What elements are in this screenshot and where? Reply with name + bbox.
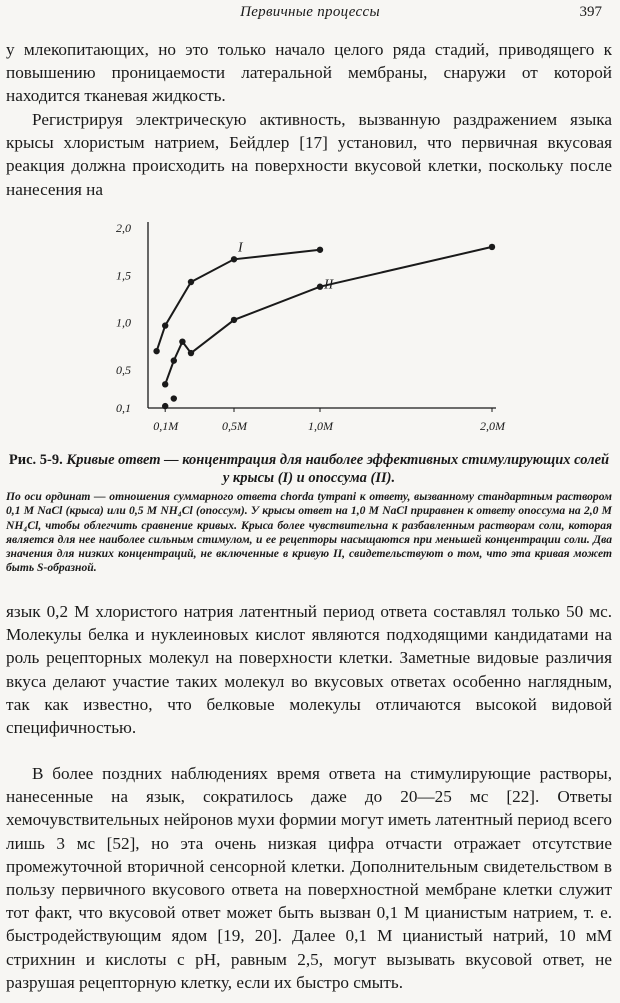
data-point-II (188, 350, 194, 356)
caption-text: Кривые ответ — концентрация для наиболее эффективных стимулирующих солей у крысы (I) и опоссума (II). (66, 452, 610, 486)
figure-5-9 (100, 212, 520, 448)
figure-caption (6, 451, 612, 487)
data-point-I (188, 279, 194, 285)
y-tick-label: 0,5 (116, 363, 131, 378)
paragraph-1: у млекопитающих, но это только начало целого ряда стадий, приводящего к повышению проницаемости латеральной мембраны, снаружи от которой находится тканевая жидкость. (6, 40, 612, 106)
y-tick-label: 1,5 (116, 268, 131, 283)
figure-note: По оси ординат — отношения суммарного ответа chorda tympani к ответу, вызванному стандартным раствором 0,1 M NaCl (крыса) или 0,5 M NH₄Cl (опоссум). У крысы ответ на 1,0 M NaCl приравнен к ответу опоссума на 2,0 M NH₄Cl, чтобы облегчить сравнение кривых. Крыса более чувствительна к разбавленным растворам соли, которая является для нее наиболее сильным стимулом, и ее рецепторы насыщаются при меньшей концентрации соли. Два значения для низких концентраций, не включенные в кривую II, свидетельствуют о том, что эта кривая может быть S-образной. (6, 490, 612, 575)
series-line-II (165, 247, 492, 384)
series-label-I: I (238, 240, 243, 256)
running-head: Первичные процессы (240, 4, 380, 20)
data-point-extra (171, 395, 177, 401)
series-label-II: II (324, 277, 334, 293)
x-tick-label: 2,0M (480, 419, 505, 433)
y-tick-label: 2,0 (116, 221, 131, 235)
paragraph-3: язык 0,2 М хлористого натрия латентный период ответа составлял только 50 мс. Молекулы белка и нуклеиновых кислот являются подходящими кандидатами на роль рецепторных молекул на поверхности клетки. Заметные видовые различия вкуса делают участие таких молекул во вкусовых ответах особенно наглядным, так как известно, что белковые молекулы отличаются высокой видовой специфичностью. (6, 602, 612, 738)
data-point-I (153, 348, 159, 354)
data-point-extra (162, 403, 168, 409)
data-point-II (317, 284, 323, 290)
data-point-II (489, 244, 495, 250)
data-point-II (171, 357, 177, 363)
paragraph-4: В более поздних наблюдениях время ответа на стимулирующие растворы, нанесенные на язык, сократилось даже до 20—25 мс [22]. Ответы хемочувствительных нейронов мухи формии могут иметь латентный период всего лишь 3 мс [52], но эта очень низкая цифра отчасти отражает отсутствие промежуточной вторичной сенсорной клетки. Дополнительным свидетельством в пользу первичного вкусового ответа на поверхностной мембране клетки служит тот факт, что вкусовой ответ может быть вызван 0,1 М цианистым натрием, т. е. быстродействующим ядом [19, 20]. Далее 0,1 М цианистый натрий, 10 мМ стрихнин и кислоты с pH, равным 2,5, могут вызывать вкусовой ответ, не разрушая рецепторную клетку, если их быстро смыть. (6, 764, 612, 992)
data-point-I (317, 247, 323, 253)
data-point-I (231, 256, 237, 262)
x-tick-label: 1,0M (308, 419, 333, 433)
y-tick-label: 1,0 (116, 315, 131, 330)
paragraph-2: Регистрируя электрическую активность, вызванную раздражением языка крысы хлористым натрием, Бейдлер [17] установил, что первичная вкусовая реакция должна происходить на поверхности вкусовой клетки, поскольку после нанесения на (6, 110, 612, 199)
caption-label: Рис. 5-9. (8, 452, 63, 468)
data-point-II (162, 381, 168, 387)
page-header (0, 4, 620, 26)
page-number: 397 (579, 4, 602, 20)
x-tick-label: 0,5M (222, 419, 247, 433)
dose-response-chart (100, 212, 520, 448)
data-point-II (179, 338, 185, 344)
data-point-II (231, 317, 237, 323)
data-point-I (162, 322, 168, 328)
x-tick-label: 0,1M (153, 419, 179, 433)
y-tick-label: 0,1 (116, 401, 131, 415)
series-line-I (157, 250, 320, 351)
